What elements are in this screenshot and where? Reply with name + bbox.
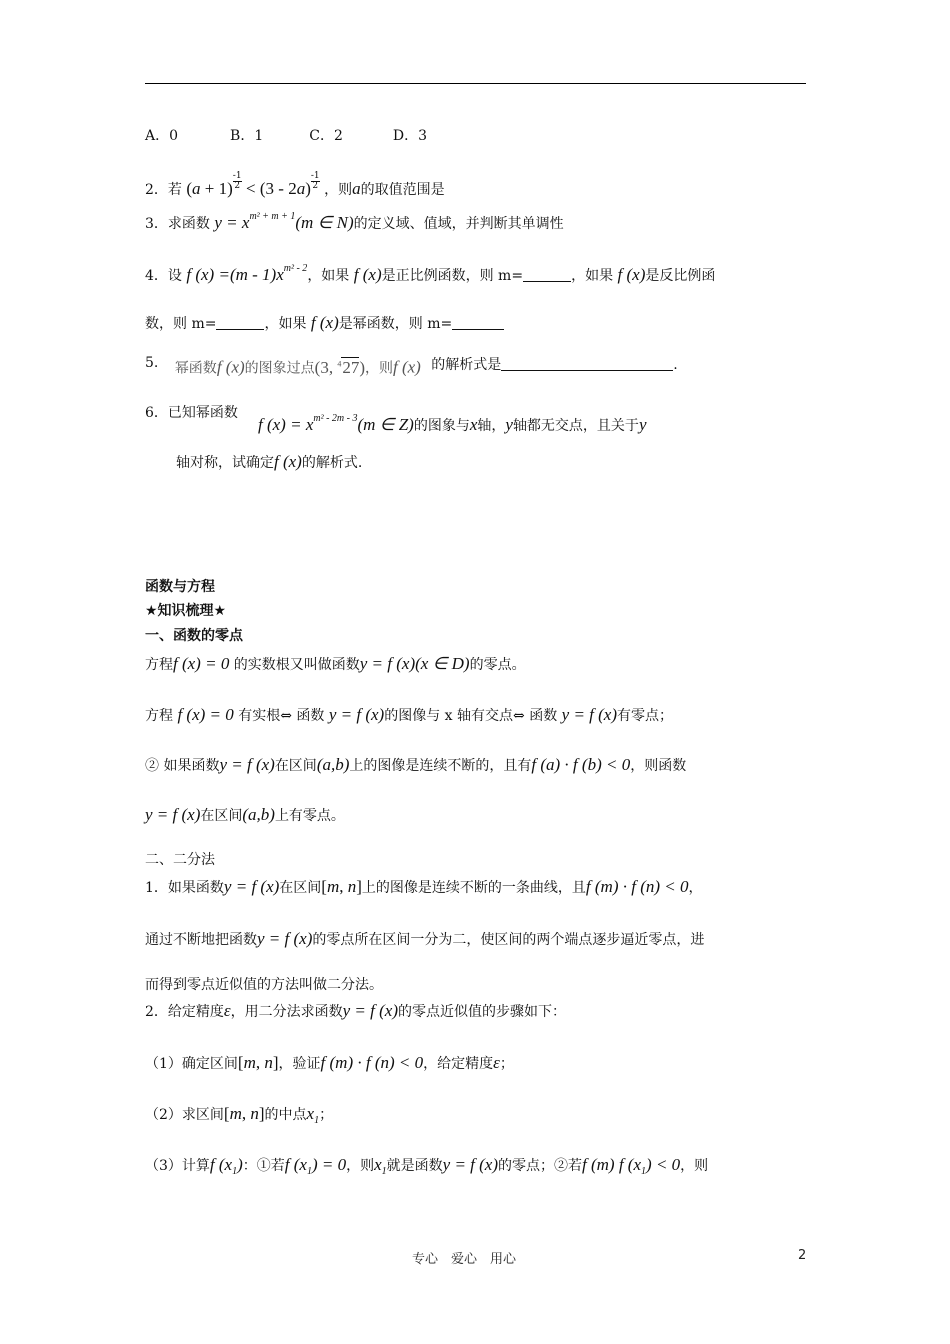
formula: (a + 1)	[186, 179, 233, 198]
formula: f $(x) =(m - 1)x^{m^2 - 2}$	[186, 263, 308, 284]
zero-theorem: ② 如果函数y = f (x)在区间(a,b)上的图像是连续不断的，且有f (a) · f (b) < 0，则函数	[145, 755, 687, 774]
question-4: 4．设 f $(x) =(m - 1)x^{m^2 - 2}$，如果 f (x)是正比例函数，则 m= ，如果 f (x)是反比例函	[145, 263, 716, 284]
bisection-def: 1．如果函数y = f (x)在区间[m, n]上的图像是连续不断的一条曲线，且f (m) · f (n) < 0，	[145, 877, 703, 896]
question-6-formula: f $(x) = x^{m^2 - 2m - 3}(m$ ∈ Z)的图象与x轴，y轴都无交点，且关于y	[258, 413, 647, 434]
header-rule	[145, 83, 806, 84]
step-2: （2）求区间[m, n]的中点$x_1$；	[145, 1104, 334, 1126]
option-a: A．0	[145, 128, 179, 144]
answer-blank[interactable]	[501, 370, 673, 371]
answer-blank[interactable]	[452, 329, 504, 330]
question-4-cont: 数，则 m= ，如果 f (x)是幂函数，则 m=	[145, 313, 504, 334]
bisection-def-3: 而得到零点近似值的方法叫做二分法。	[145, 977, 383, 993]
question-5: 5. 幂函数f (x)的图象过点(3, $^4$27)，则f (x) 的解析式是 .	[145, 354, 678, 377]
knowledge-heading: ★知识梳理★	[145, 603, 227, 619]
zero-equiv: 方程 f (x) = 0 有实根⇔ 函数 y = f (x)的图像与 x 轴有交点⇔ 函数 y = f (x)有零点；	[145, 705, 674, 724]
answer-blank[interactable]	[216, 329, 264, 330]
page-number: 2	[798, 1248, 807, 1263]
option-b: B．1	[230, 128, 264, 144]
question-2: 2．若 (a + 1) $\frac{-1}{2}$ < (3 - 2a) $\frac{-1}{2}$ ，则a的取值范围是	[145, 171, 445, 198]
formula: f $(x) = x^{m^2 - 2m - 3}(m$ ∈ Z)	[258, 413, 414, 434]
option-d: D．3	[392, 128, 427, 144]
step-3: （3）计算f $(x_1)$：①若f $(x_1) = 0$，则$x_1$就是函数y = f (x)的零点；②若f (m) f $(x_1) < 0$，则	[145, 1155, 709, 1177]
step-1: （1）确定区间[m, n]，验证f (m) · f (n) < 0，给定精度ε；	[145, 1053, 514, 1072]
zero-theorem-cont: y = f (x)在区间(a,b)上有零点。	[145, 805, 345, 824]
formula: $y = x^{m^2 + m + 1}(m$ ∈ N)	[214, 211, 354, 232]
bisection-def-2: 通过不断地把函数y = f (x)的零点所在区间一分为二，使区间的两个端点逐步逼近零点，进	[145, 929, 705, 948]
footer-text: 专心 爱心 用心	[412, 1252, 517, 1267]
question-6-cont: 轴对称，试确定f (x)的解析式.	[176, 452, 363, 471]
answer-options	[145, 126, 427, 146]
zero-def: 方程f (x) = 0 的实数根又叫做函数y = f (x)(x ∈ D)的零点。	[145, 654, 526, 673]
bisection-steps-intro: 2．给定精度ε，用二分法求函数y = f (x)的零点近似值的步骤如下：	[145, 1001, 566, 1020]
answer-blank[interactable]	[523, 281, 571, 282]
question-6: 6．已知幂函数	[145, 405, 238, 421]
bisection-heading: 二、二分法	[145, 852, 215, 868]
option-c: C．2	[309, 128, 343, 144]
section-title: 函数与方程	[145, 579, 215, 595]
zero-heading: 一、函数的零点	[145, 628, 243, 644]
question-3: 3．求函数 $y = x^{m^2 + m + 1}(m$ ∈ N)的定义域、值域，并判断其单调性	[145, 211, 564, 232]
